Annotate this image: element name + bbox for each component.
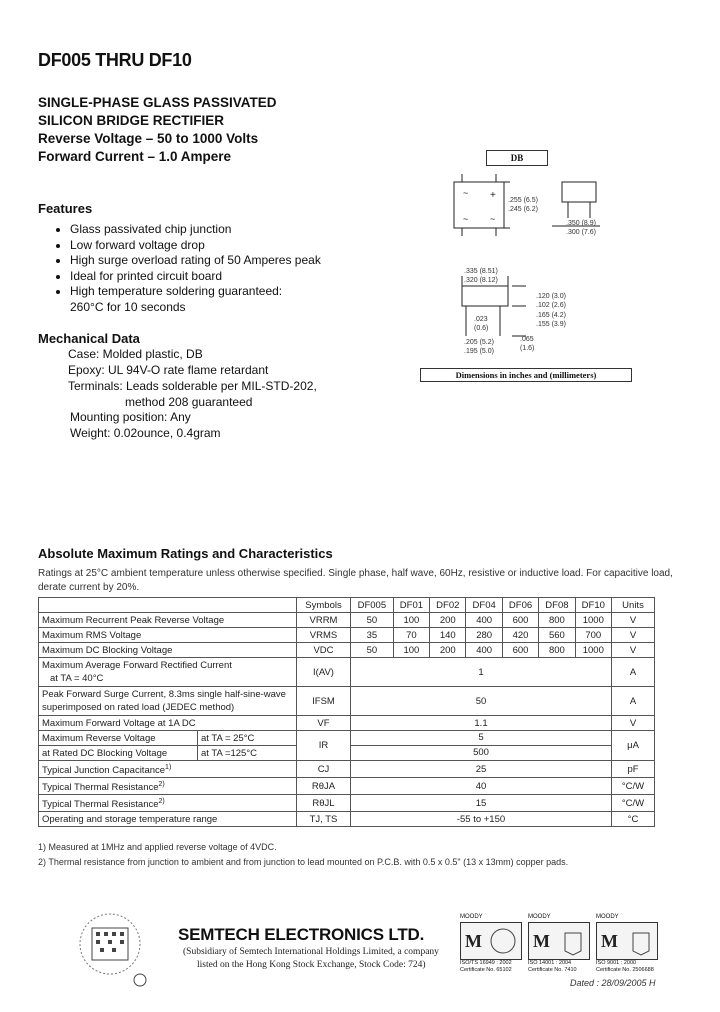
row-symbol: RθJL (297, 795, 351, 812)
cert-badge-icon (596, 922, 658, 960)
mech-epoxy: Epoxy: UL 94V-O rate flame retardant (68, 363, 269, 377)
ir-label-table (39, 731, 296, 760)
dim-label: .300 (7.6) (566, 229, 596, 236)
svg-text:~: ~ (463, 214, 469, 224)
feature-item: • Glass passivated chip junction (70, 222, 370, 238)
dim-label: .350 (8.9) (566, 220, 596, 227)
feature-item: 260°C for 10 seconds (70, 299, 186, 314)
mech-terminals-cont: method 208 guaranteed (125, 395, 253, 409)
dim-label: .320 (8.12) (464, 277, 498, 284)
table-cell: 15 (351, 795, 612, 812)
company-name: SEMTECH ELECTRONICS LTD. (178, 925, 425, 944)
table-cell: 280 (466, 628, 502, 643)
cert-number: Certificate No. 2506688 (596, 967, 654, 973)
cert-badge-icon (528, 922, 590, 960)
dim-label: .205 (5.2) (464, 339, 494, 346)
table-row (39, 716, 655, 731)
row-unit: V (612, 643, 655, 658)
page-title: DF005 THRU DF10 (38, 50, 192, 70)
row-condition: at TA = 25°C (198, 731, 297, 746)
dim-label: .335 (8.51) (464, 268, 498, 275)
row-label-line: at Rated DC Blocking Voltage (39, 746, 198, 761)
features-heading: Features (38, 201, 93, 216)
table-cell (351, 731, 612, 761)
ir-value: 5 (351, 731, 611, 746)
svg-text:M: M (465, 931, 482, 951)
table-cell: 420 (502, 628, 538, 643)
row-symbol: VF (297, 716, 351, 731)
row-label-text: Typical Thermal Resistance (42, 799, 159, 811)
table-cell: 50 (351, 643, 394, 658)
ratings-note-line: derate current by 20%. (38, 582, 140, 593)
row-unit: pF (612, 761, 655, 778)
forward-current-line: Forward Current – 1.0 Ampere (38, 149, 232, 164)
row-symbol: IFSM (297, 687, 351, 716)
cert-label: MOODY (460, 914, 483, 920)
table-row (39, 795, 655, 812)
table-header: DF10 (575, 598, 611, 613)
table-header: DF08 (539, 598, 575, 613)
table-cell: 600 (502, 613, 538, 628)
mechanical-heading: Mechanical Data (38, 331, 140, 346)
table-row (39, 761, 655, 778)
dim-label: .155 (3.9) (536, 321, 566, 328)
row-unit: °C/W (612, 778, 655, 795)
cert-number: Certificate No. 7410 (528, 967, 577, 973)
ratings-note (38, 567, 678, 595)
row-label (39, 731, 297, 761)
dim-label: .120 (3.0) (536, 293, 566, 300)
row-label-line: at TA = 40°C (50, 673, 104, 684)
dim-label: .165 (4.2) (536, 312, 566, 319)
dimension-note: Dimensions in inches and (millimeters) (420, 368, 632, 382)
table-row (39, 812, 655, 827)
table-header: DF02 (430, 598, 466, 613)
table-cell: 140 (430, 628, 466, 643)
ratings-heading: Absolute Maximum Ratings and Characteristics (38, 546, 333, 561)
row-symbol: RθJA (297, 778, 351, 795)
row-symbol: IR (297, 731, 351, 761)
table-cell: 40 (351, 778, 612, 795)
dim-label: .065 (520, 336, 534, 343)
svg-text:~: ~ (463, 188, 469, 198)
ir-value: 500 (473, 747, 489, 758)
table-header-row (39, 598, 655, 613)
row-label: Maximum DC Blocking Voltage (39, 643, 297, 658)
row-symbol: CJ (297, 761, 351, 778)
row-label: Maximum Recurrent Peak Reverse Voltage (39, 613, 297, 628)
table-cell: 800 (539, 643, 575, 658)
table-cell: 560 (539, 628, 575, 643)
package-label: DB (486, 150, 548, 166)
features-list (36, 222, 370, 315)
row-unit: μA (612, 731, 655, 761)
row-symbol: TJ, TS (297, 812, 351, 827)
table-row (39, 613, 655, 628)
ratings-note-line: Ratings at 25°C ambient temperature unless otherwise specified. Single phase, half wave, 60Hz, resistive or inductive load. For capacitive load, (38, 568, 673, 579)
row-label-text: Typical Junction Capacitance (42, 765, 166, 777)
row-label: Maximum RMS Voltage (39, 628, 297, 643)
footnote-ref: 1) (165, 764, 172, 771)
row-label-line: Maximum Average Forward Rectified Current (42, 660, 232, 671)
table-row (39, 658, 655, 687)
table-cell: 1000 (575, 613, 611, 628)
table-row (39, 687, 655, 716)
table-cell: 800 (539, 613, 575, 628)
mech-weight: Weight: 0.02ounce, 0.4gram (70, 426, 221, 440)
row-symbol: I(AV) (297, 658, 351, 687)
certifications (460, 914, 660, 974)
row-label (39, 687, 297, 716)
subtitle-line-1: SINGLE-PHASE GLASS PASSIVATED (38, 95, 277, 110)
feature-item: • Ideal for printed circuit board (70, 269, 370, 285)
table-cell: 200 (430, 613, 466, 628)
cert-number: Certificate No. 65102 (460, 967, 512, 973)
footnote-1: 1) Measured at 1MHz and applied reverse voltage of 4VDC. (38, 842, 277, 852)
mech-terminals: Terminals: Leads solderable per MIL-STD-202, (68, 379, 317, 393)
row-unit: °C (612, 812, 655, 827)
feature-item: • Low forward voltage drop (70, 238, 370, 254)
cert-badge-icon (460, 922, 522, 960)
table-header: DF01 (393, 598, 429, 613)
row-symbol: VDC (297, 643, 351, 658)
footnote-ref: 2) (158, 781, 165, 789)
cert-standard: ISO 14001 : 2004 (528, 960, 572, 966)
dim-label: (0.6) (474, 325, 489, 332)
row-label (39, 761, 297, 778)
table-row (39, 628, 655, 643)
svg-text:M: M (601, 931, 618, 951)
table-cell (39, 598, 297, 613)
row-label (39, 795, 297, 812)
ratings-table (38, 597, 655, 827)
row-label (39, 778, 297, 795)
row-label: Maximum Forward Voltage at 1A DC (39, 716, 297, 731)
table-header: Units (612, 598, 655, 613)
row-condition: at TA =125°C (201, 747, 257, 759)
table-header: Symbols (297, 598, 351, 613)
cert-label: MOODY (528, 914, 551, 920)
row-label (39, 658, 297, 687)
company-seal-icon (70, 910, 150, 990)
row-unit: A (612, 658, 655, 687)
row-label-line: superimposed on rated load (JEDEC method) (42, 702, 235, 713)
table-cell: 400 (466, 643, 502, 658)
row-symbol: VRRM (297, 613, 351, 628)
table-cell: 35 (351, 628, 394, 643)
dim-label: (1.6) (520, 345, 535, 352)
table-cell: 50 (351, 613, 394, 628)
table-cell: -55 to +150 (351, 812, 612, 827)
table-cell: 1 (351, 658, 612, 687)
table-header: DF04 (466, 598, 502, 613)
table-cell: 1000 (575, 643, 611, 658)
svg-text:+: + (490, 190, 496, 201)
row-symbol: VRMS (297, 628, 351, 643)
svg-text:~: ~ (490, 214, 496, 224)
row-label: Operating and storage temperature range (39, 812, 297, 827)
table-cell: 600 (502, 643, 538, 658)
row-label-line: Peak Forward Surge Current, 8.3ms single half-sine-wave (42, 689, 286, 700)
table-cell: 400 (466, 613, 502, 628)
table-row (39, 731, 655, 761)
table-cell: 100 (393, 613, 429, 628)
row-unit: V (612, 716, 655, 731)
company-listing-note: listed on the Hong Kong Stock Exchange, Stock Code: 724) (197, 960, 426, 970)
row-label-text: Typical Thermal Resistance (42, 782, 159, 794)
table-row (39, 643, 655, 658)
reverse-voltage-line: Reverse Voltage – 50 to 1000 Volts (38, 131, 259, 146)
table-row (39, 778, 655, 795)
footnote-2: 2) Thermal resistance from junction to ambient and from junction to lead mounted on P.C.B. with 0.5 x 0.5" (13 x 13mm) copper pads. (38, 857, 569, 867)
dated-label: Dated : 28/09/2005 H (570, 978, 656, 988)
dim-label: .023 (474, 316, 488, 323)
row-unit: A (612, 687, 655, 716)
table-header: DF06 (502, 598, 538, 613)
table-cell: 50 (351, 687, 612, 716)
table-cell: 25 (351, 761, 612, 778)
company-subsidiary-note: (Subsidiary of Semtech International Holdings Limited, a company (183, 947, 439, 957)
dim-label: .195 (5.0) (464, 348, 494, 355)
table-cell: 200 (430, 643, 466, 658)
row-unit: °C/W (612, 795, 655, 812)
row-unit: V (612, 628, 655, 643)
cert-standard: ISO 9001 : 2000 (596, 960, 637, 966)
mech-mounting: Mounting position: Any (70, 410, 191, 424)
dim-label: .255 (6.5) (508, 197, 538, 204)
row-label-line: Maximum Reverse Voltage (39, 731, 198, 746)
dim-label: .102 (2.6) (536, 302, 566, 309)
table-cell: 70 (393, 628, 429, 643)
cert-label: MOODY (596, 914, 619, 920)
table-cell: 700 (575, 628, 611, 643)
table-cell: 100 (393, 643, 429, 658)
footnote-ref: 2) (158, 798, 165, 806)
feature-item: • High surge overload rating of 50 Amperes peak (70, 253, 370, 269)
subtitle-line-2: SILICON BRIDGE RECTIFIER (38, 113, 225, 128)
feature-item: • High temperature soldering guaranteed: (70, 284, 370, 300)
cert-standard: ISO/TS 16949 : 2002 (460, 960, 512, 966)
mech-case: Case: Molded plastic, DB (68, 347, 203, 361)
table-cell: 1.1 (351, 716, 612, 731)
svg-text:M: M (533, 931, 550, 951)
table-header: DF005 (351, 598, 394, 613)
dim-label: .245 (6.2) (508, 206, 538, 213)
row-unit: V (612, 613, 655, 628)
